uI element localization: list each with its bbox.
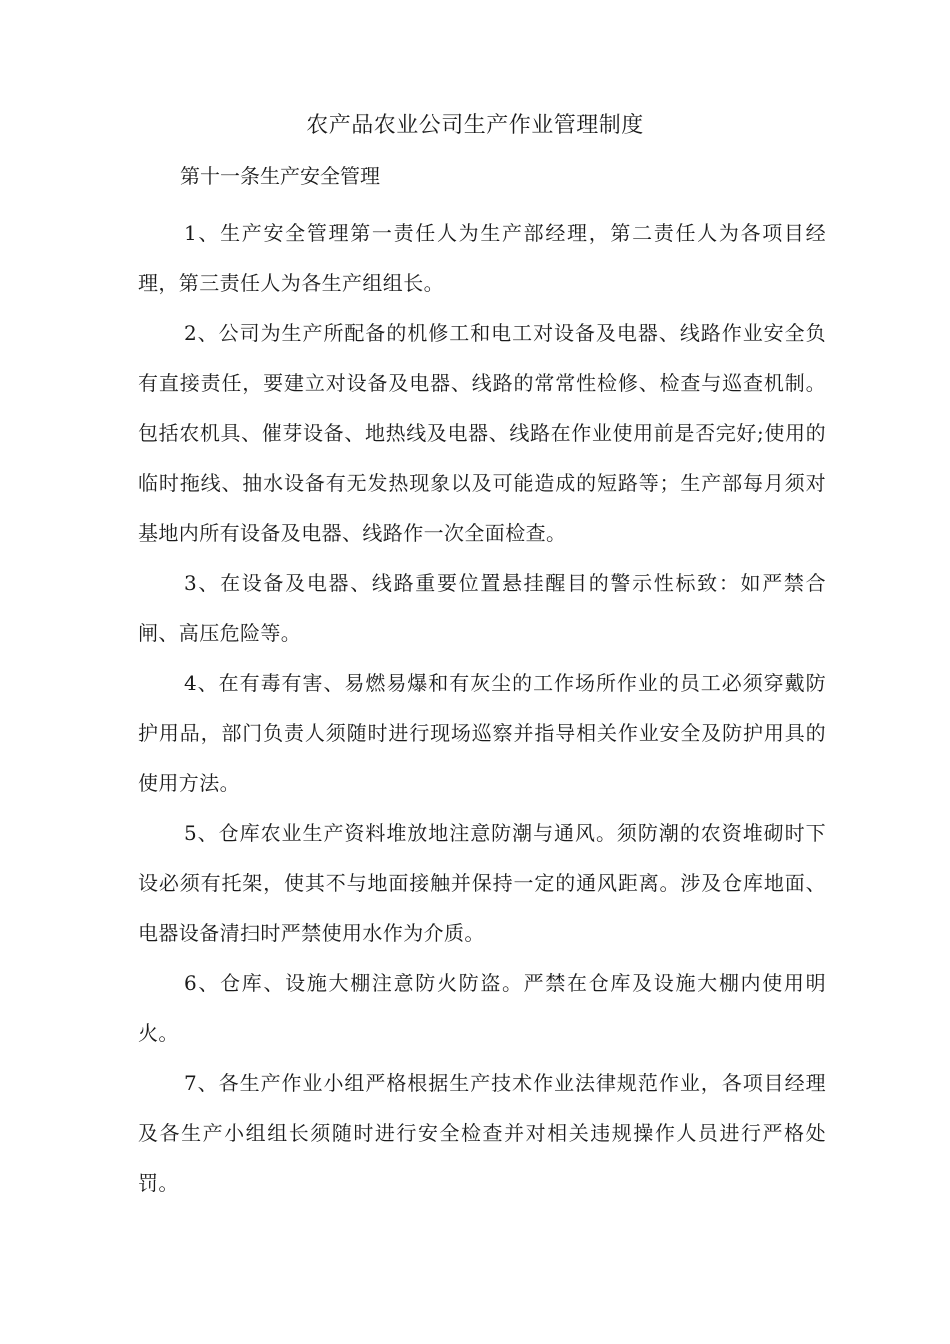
paragraph-3: 3、在设备及电器、线路重要位置悬挂醒目的警示性标致：如严禁合闸、高压危险等。 [138, 571, 826, 645]
paragraph-2: 2、公司为生产所配备的机修工和电工对设备及电器、线路作业安全负有直接责任，要建立对设备及电器、线路的常常性检修、检查与巡查机制。包括农机具、催芽设备、地热线及电器、线路在作业使用前是否完好;使用的临时拖线、抽水设备有无发热现象以及可能造成的短路等；生产部每月须对基地内所有设备及电器、线路作一次全面检查。 [138, 321, 826, 545]
paragraph-4: 4、在有毒有害、易燃易爆和有灰尘的工作场所作业的员工必须穿戴防护用品，部门负责人须随时进行现场巡察并指导相关作业安全及防护用具的使用方法。 [138, 671, 826, 795]
document-body [138, 208, 826, 1208]
paragraph-5: 5、仓库农业生产资料堆放地注意防潮与通风。须防潮的农资堆砌时下设必须有托架，使其不与地面接触并保持一定的通风距离。涉及仓库地面、电器设备清扫时严禁使用水作为介质。 [138, 821, 826, 945]
paragraph-7: 7、各生产作业小组严格根据生产技术作业法律规范作业，各项目经理及各生产小组组长须随时进行安全检查并对相关违规操作人员进行严格处罚。 [138, 1071, 826, 1195]
section-heading: 第十一条生产安全管理 [180, 164, 380, 188]
paragraph-6: 6、仓库、设施大棚注意防火防盗。严禁在仓库及设施大棚内使用明火。 [138, 971, 826, 1045]
paragraph-1: 1、生产安全管理第一责任人为生产部经理，第二责任人为各项目经理，第三责任人为各生产组组长。 [138, 221, 826, 295]
document-title: 农产品农业公司生产作业管理制度 [306, 113, 644, 138]
